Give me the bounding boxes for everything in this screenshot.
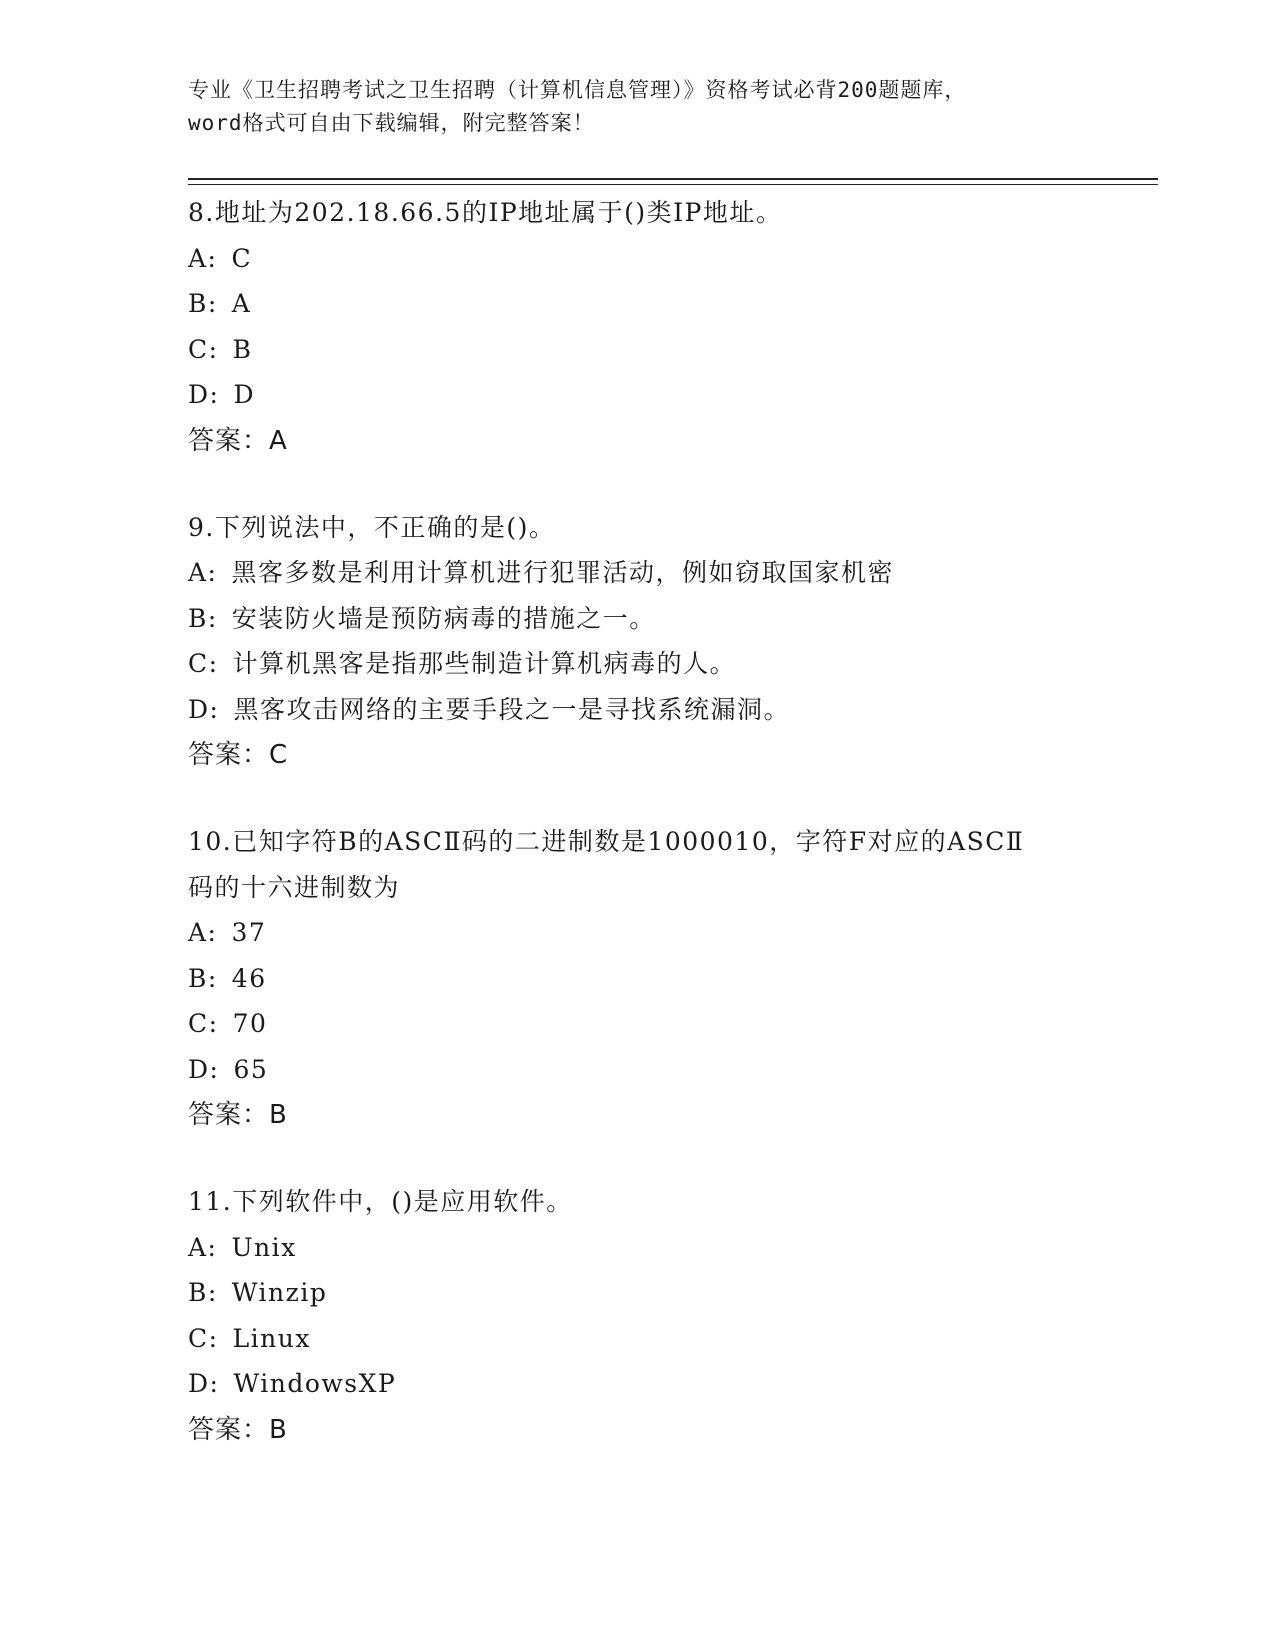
option-a xyxy=(188,910,1088,956)
option-a xyxy=(188,550,1088,596)
option-key: C: xyxy=(188,649,219,678)
option-text: C xyxy=(231,243,253,273)
option-text: WindowsXP xyxy=(233,1369,397,1398)
option-text: 安装防火墙是预防病毒的措施之一。 xyxy=(231,603,656,633)
option-a xyxy=(188,236,1088,282)
option-c xyxy=(188,1001,1088,1047)
question-item xyxy=(188,505,1088,779)
option-c xyxy=(188,327,1088,373)
answer-line: 答案：B xyxy=(188,1414,288,1445)
option-key: B: xyxy=(188,963,218,993)
option-key: D: xyxy=(188,694,220,724)
option-b xyxy=(188,1270,1088,1316)
option-key: B: xyxy=(188,289,218,318)
option-key: A: xyxy=(188,918,218,947)
option-d xyxy=(188,1361,1088,1407)
option-key: C: xyxy=(188,1323,219,1353)
option-text: 黑客攻击网络的主要手段之一是寻找系统漏洞。 xyxy=(233,694,790,724)
option-text: 65 xyxy=(233,1054,269,1084)
question-stem: 10.已知字符B的ASCⅡ码的二进制数是1000010，字符F对应的ASCⅡ xyxy=(188,827,1025,856)
answer-line: 答案：B xyxy=(188,1100,288,1130)
option-text: 计算机黑客是指那些制造计算机病毒的人。 xyxy=(232,649,737,678)
option-text: 黑客多数是利用计算机进行犯罪活动，例如窃取国家机密 xyxy=(231,558,894,587)
option-key: D: xyxy=(188,1369,220,1398)
option-text: A xyxy=(231,289,252,318)
option-key: A: xyxy=(188,243,218,273)
header-divider-thick xyxy=(188,178,1158,180)
option-text: 46 xyxy=(231,963,267,993)
question-item xyxy=(188,190,1088,464)
option-key: B: xyxy=(188,603,218,633)
option-b xyxy=(188,596,1088,642)
option-text: 70 xyxy=(232,1009,268,1038)
question-item xyxy=(188,819,1088,1138)
option-key: D: xyxy=(188,380,220,409)
option-key: C: xyxy=(188,334,219,364)
option-b xyxy=(188,281,1088,327)
option-d xyxy=(188,1047,1088,1093)
question-stem: 11.下列软件中，()是应用软件。 xyxy=(188,1187,573,1216)
option-text: Linux xyxy=(232,1323,311,1353)
question-stem: 9.下列说法中，不正确的是()。 xyxy=(188,512,556,542)
header-line-2: word格式可自由下载编辑，附完整答案！ xyxy=(188,111,595,135)
option-key: A: xyxy=(188,558,218,587)
option-c xyxy=(188,1316,1088,1362)
header-line-1: 专业《卫生招聘考试之卫生招聘（计算机信息管理）》资格考试必背200题题库， xyxy=(188,78,967,102)
option-d xyxy=(188,372,1088,418)
document-header xyxy=(188,74,1088,140)
option-a xyxy=(188,1225,1088,1271)
question-item xyxy=(188,1179,1088,1453)
option-text: B xyxy=(232,334,253,364)
answer-line: 答案：C xyxy=(188,740,289,770)
option-text: 37 xyxy=(231,918,267,947)
question-list xyxy=(188,190,1088,1494)
option-b xyxy=(188,956,1088,1002)
option-d xyxy=(188,687,1088,733)
option-key: D: xyxy=(188,1054,220,1084)
question-stem: 8.地址为202.18.66.5的IP地址属于()类IP地址。 xyxy=(188,198,783,227)
option-text: Winzip xyxy=(231,1278,328,1307)
question-stem-continued: 码的十六进制数为 xyxy=(188,872,401,902)
option-key: C: xyxy=(188,1009,219,1038)
option-key: B: xyxy=(188,1278,218,1307)
option-text: D xyxy=(233,380,256,409)
option-key: A: xyxy=(188,1232,218,1262)
option-c xyxy=(188,641,1088,687)
header-divider-thin xyxy=(188,184,1158,185)
answer-line: 答案：A xyxy=(188,425,288,456)
option-text: Unix xyxy=(231,1232,297,1262)
